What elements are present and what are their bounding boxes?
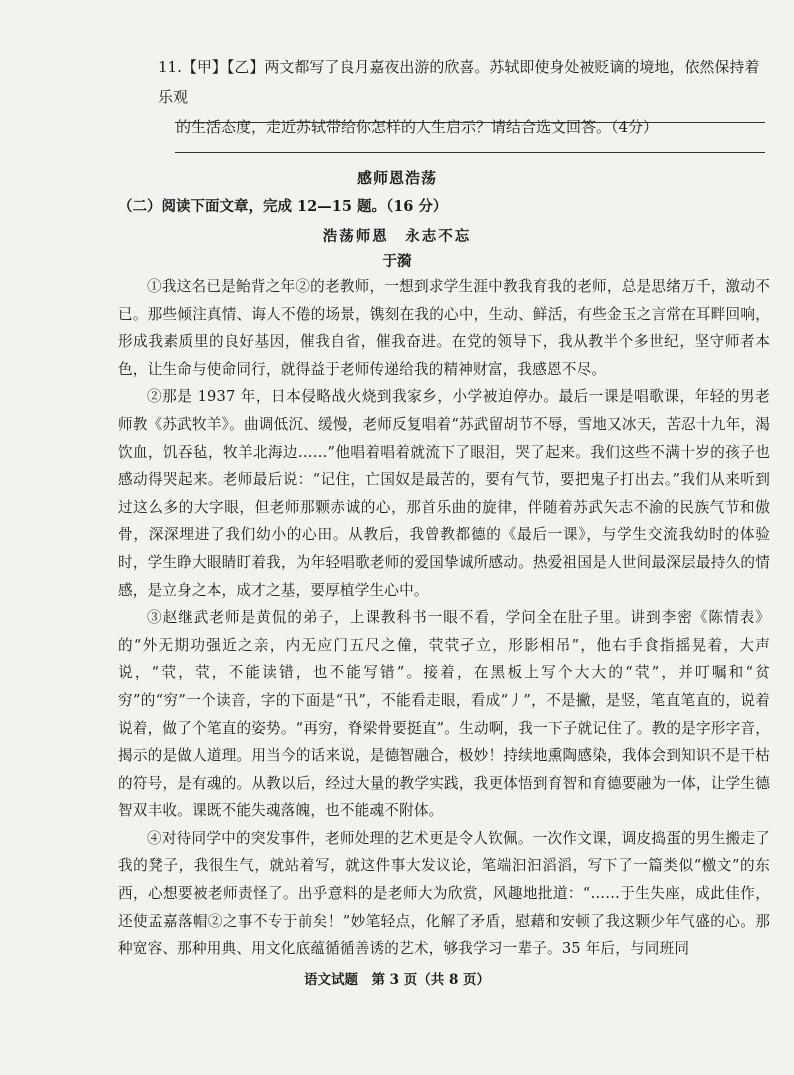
question-11: [158, 52, 768, 142]
paragraph-2: ②那是 1937 年，日本侵略战火烧到我家乡，小学被迫停办。最后一课是唱歌课，年轻的男老师教《苏武牧羊》。曲调低沉、缓慢，老师反复唱着“苏武留胡节不辱，雪地又冰天，苦忍十九年，渴饮血，饥吞毡，牧羊北海边……”他唱着唱着就流下了眼泪，哭了起来。我们这些不满十岁的孩子也感动得哭起来。老师最后说：“记住，亡国奴是最苦的，要有气节，要把鬼子打出去。”我们从来听到过这么多的大字眼，但老师那颗赤诚的心，那首乐曲的旋律，伴随着苏武矢志不渝的民族气节和傲骨，深深埋进了我们幼小的心田。从教后，我曾教都德的《最后一课》，与学生交流我幼时的体验时，学生睁大眼睛盯着我，为年轻唱歌老师的爱国挚诚所感动。热爱祖国是人世间最深层最持久的情感，是立身之本，成才之基，要厚植学生心中。: [118, 388, 770, 599]
question-11-line1: 11.【甲】【乙】两文都写了良月嘉夜出游的欣喜。苏轼即使身处被贬谪的境地，依然保持着乐观: [158, 58, 760, 106]
paragraph-4: ④对待同学中的突发事件，老师处理的艺术更是令人钦佩。一次作文课，调皮捣蛋的男生搬走了我的凳子，我很生气，就站着写，就这件事大发议论，笔端汩汩滔滔，写下了一篇类似“檄文”的东西，心想要被老师责怪了。出乎意料的是老师大为欣赏，风趣地批道：“……于生失座，成此佳作，还使孟嘉落帽②之事不专于前矣！”妙笔轻点，化解了矛盾，慰藉和安顿了我这颗少年气盛的心。那种宽容、那种用典、用文化底蕴循循善诱的艺术，够我学习一辈子。35 年后，与同班同: [118, 829, 770, 958]
answer-line-2[interactable]: [175, 152, 765, 153]
article-title: 浩荡师恩 永志不忘: [322, 228, 472, 245]
article-body: [118, 273, 770, 963]
section-title: 感师恩浩荡: [356, 169, 437, 187]
reading-instruction: （二）阅读下面文章，完成 12—15 题。（16 分）: [118, 198, 448, 215]
answer-line-1[interactable]: [175, 122, 765, 123]
paragraph-3: ③赵继武老师是黄侃的弟子，上课教科书一眼不看，学问全在肚子里。讲到李密《陈情表》的“外无期功强近之亲，内无应门五尺之僮，茕茕孑立，形影相吊”，他右手食指摇晃着，大声说，“茕，茕，不能读错，也不能写错”。接着，在黑板上写个大大的“茕”，并叮嘱和“贫穷”的“穷”一个读音，字的下面是“卂”，不能看走眼，看成“丿”，不是撇，是竖，笔直笔直的，说着说着，做了个笔直的姿势。“再穷，脊梁骨要挺直”。生动啊，我一下子就记住了。教的是字形字音，揭示的是做人道理。用当今的话来说，是德智融合，极妙！持续地熏陶感染，我体会到知识不是干枯的符号，是有魂的。从教以后，经过大量的教学实践，我更体悟到育智和育德要融为一体，让学生德智双丰收。课既不能失魂落魄，也不能魂不附体。: [118, 609, 770, 820]
page-footer: 语文试题 第 3 页（共 8 页）: [303, 972, 491, 988]
question-11-line2: 的生活态度，走近苏轼带给你怎样的人生启示？请结合选文回答。（4分）: [176, 118, 659, 136]
paragraph-1: ①我这名已是鲐背之年②的老教师，一想到求学生涯中教我育我的老师，总是思绪万千，激动不已。那些倾注真情、诲人不倦的场景，镌刻在我的心中，生动、鲜活，有些金玉之言常在耳畔回响，形成我素质里的良好基因，催我自省，催我奋进。在党的领导下，我从教半个多世纪，坚守师者本色，让生命与使命同行，就得益于老师传递给我的精神财富，我感恩不尽。: [118, 278, 770, 378]
article-author: 于漪: [382, 253, 412, 270]
